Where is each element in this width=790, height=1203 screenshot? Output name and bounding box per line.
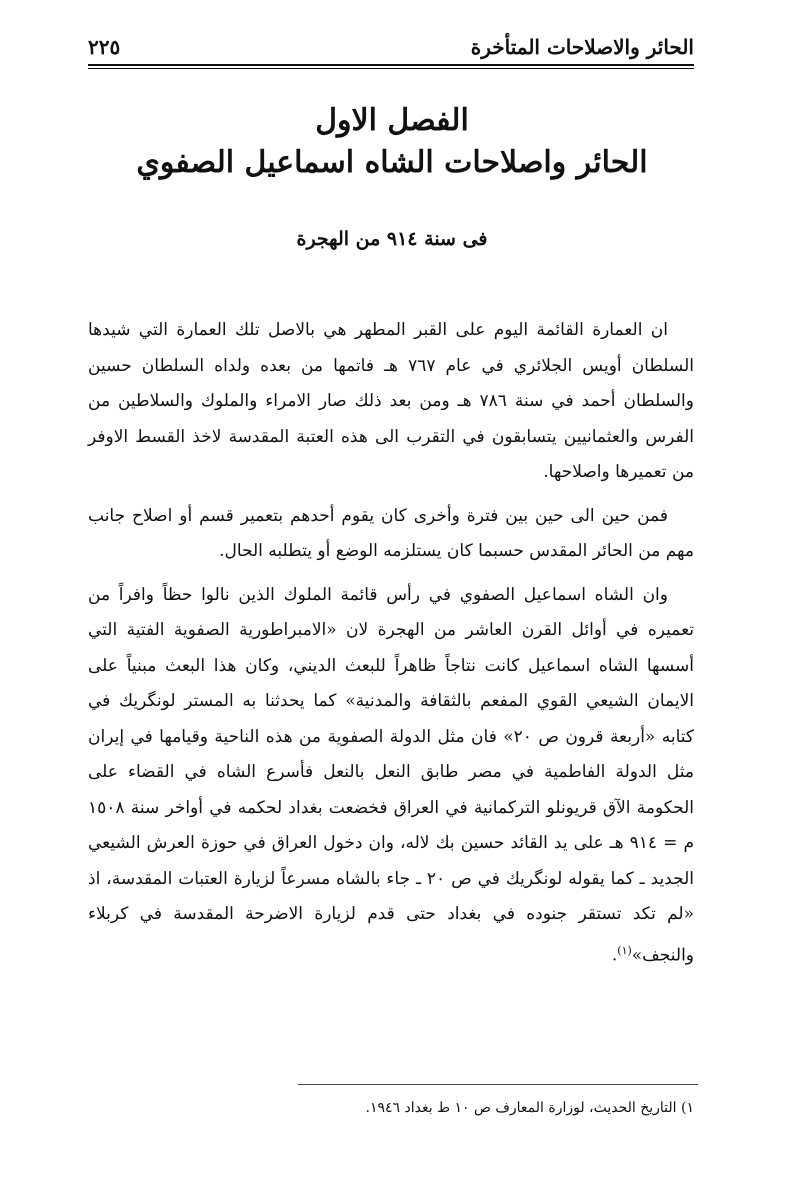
paragraph-3: وان الشاه اسماعيل الصفوي في رأس قائمة الملوك الذين نالوا حظاً وافراً من تعميره في أوائل القرن العاشر من الهجرة لان «الامبراطورية الصفوية الفتية التي أسسها الشاه اسماعيل كانت نتاجاً ظاهراً للبعث الديني، وكان هذا البعث مبنياً على الايمان الشيعي القوي المفعم بالثقافة والمدنية» كما يحدثنا به المستر لونگريك في كتابه «أربعة قرون ص ٢٠» فان مثل الدولة الصفوية من هذه الناحية وقيامها في إيران مثل الدولة الفاطمية في مصر طابق النعل بالنعل فأسرع الشاه في القضاء على الحكومة الآق قريونلو التركمانية في العراق فخضعت بغداد لحكمه في أواخر سنة ١٥٠٨ م = ٩١٤ هـ على يد القائد حسين بك لاله، وان دخول العراق في حوزة العرش الشيعي الجديد ـ كما يقوله لونگريك في ص ٢٠ ـ جاء بالشاه مسرعاً لزيارة العتبات المقدسة، اذ «لم تكد تستقر جنوده في بغداد حتى قدم لزيارة الاضرحة المقدسة في كربلاء والنجف»$^{(١)}$. [88, 584, 694, 966]
paragraph-1: ان العمارة القائمة اليوم على القبر المطهر هي بالاصل تلك العمارة التي شيدها السلطان أويس الجلائري في عام ٧٦٧ هـ فاتمها من بعده ولداه السلطان حسين والسلطان أحمد في سنة ٧٨٦ هـ ومن بعد ذلك صار الامراء والملوك والسلاطين من الفرس والعثمانيين يتسابقون في التقرب الى هذه العتبة المقدسة لاخذ القسط الاوفر من تعميرها واصلاحها. [88, 320, 694, 482]
footnote-reference[interactable]: (١) [617, 943, 632, 957]
page-number: ٢٢٥ [88, 35, 121, 59]
section-heading: فى سنة ٩١٤ من الهجرة [296, 228, 488, 250]
body-text [88, 313, 694, 974]
chapter-title: الفصل الاول [315, 103, 469, 138]
footnote-rule [298, 1084, 698, 1085]
header-rule-thin [88, 68, 694, 69]
chapter-subtitle: الحائر واصلاحات الشاه اسماعيل الصفوي [136, 145, 648, 180]
running-header [88, 30, 694, 64]
running-title: الحائر والاصلاحات المتأخرة [470, 35, 694, 59]
paragraph-3-text: وان الشاه اسماعيل الصفوي في رأس قائمة الملوك الذين نالوا حظاً وافراً من تعميره في أوائل القرن العاشر من الهجرة لان «الامبراطورية الصفوية الفتية التي أسسها الشاه اسماعيل كانت نتاجاً ظاهراً للبعث الديني، وكان هذا البعث مبنياً على الايمان الشيعي القوي المفعم بالثقافة والمدنية» كما يحدثنا به المستر لونگريك في كتابه «أربعة قرون ص ٢٠» فان مثل الدولة الصفوية من هذه الناحية وقيامها في إيران مثل الدولة الفاطمية في مصر طابق النعل بالنعل فأسرع الشاه في القضاء على الحكومة الآق قريونلو التركمانية في العراق فخضعت بغداد لحكمه في أواخر سنة ١٥٠٨ م = ٩١٤ هـ على يد القائد حسين بك لاله، وان دخول العراق في حوزة العرش الشيعي الجديد ـ كما يقوله لونگريك في ص ٢٠ ـ جاء بالشاه مسرعاً لزيارة العتبات المقدسة، اذ «لم تكد تستقر جنوده في بغداد حتى قدم لزيارة الاضرحة المقدسة في كربلاء والنجف» [88, 584, 694, 966]
header-rule [88, 64, 694, 66]
paragraph-2: فمن حين الى حين بين فترة وأخرى كان يقوم أحدهم بتعمير قسم أو اصلاح جانب مهم من الحائر المقدس حسبما كان يستلزمه الوضع أو يتطلبه الحال. [88, 505, 694, 561]
footnote: ١) التاريخ الحديث، لوزارة المعارف ص ١٠ ط بغداد ١٩٤٦. [365, 1100, 694, 1116]
